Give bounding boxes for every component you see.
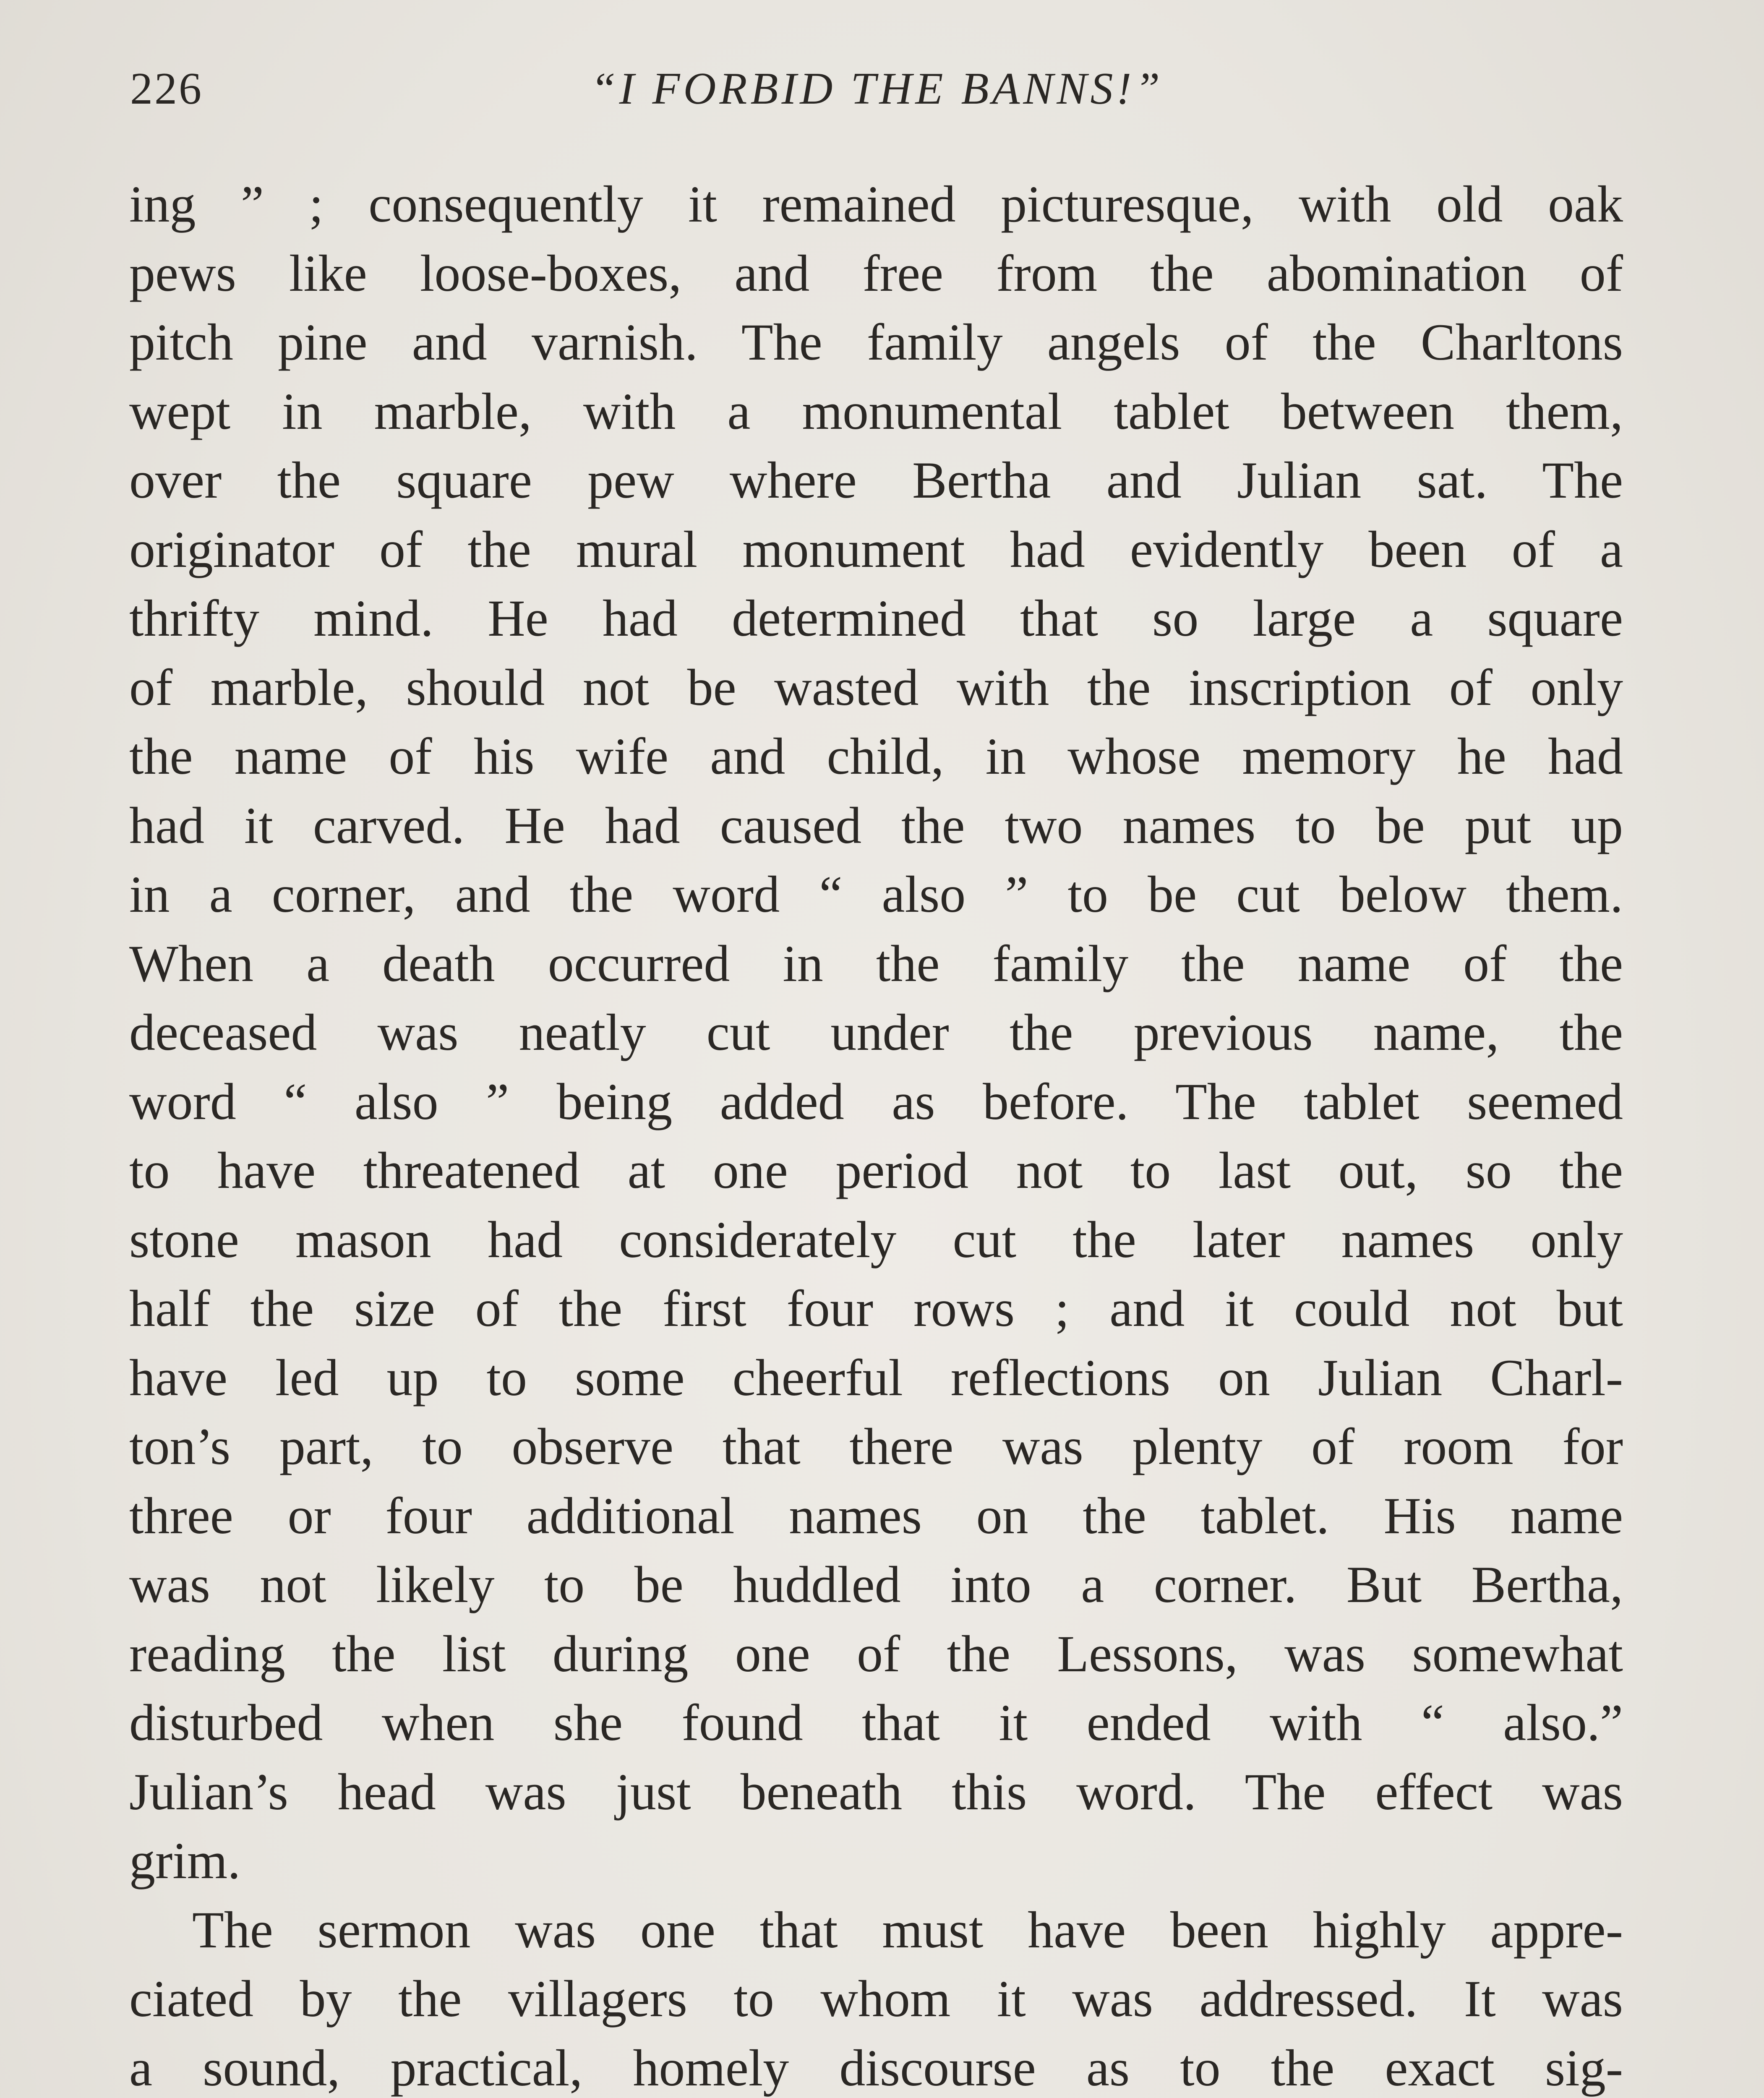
text-line: ing ” ; consequently it remained picturesque, with old oak (129, 175, 1623, 233)
text-line: The sermon was one that must have been highly appre- (192, 1901, 1623, 1959)
page-number: 226 (130, 64, 203, 114)
text-line: three or four additional names on the tablet. His name (129, 1487, 1623, 1545)
text-line: of marble, should not be wasted with the inscription of only (129, 658, 1623, 716)
text-line: disturbed when she found that it ended with “ also.” (129, 1694, 1623, 1751)
text-line: reading the list during one of the Lessons, was somewhat (129, 1625, 1623, 1683)
text-line: stone mason had considerately cut the later names only (129, 1211, 1623, 1268)
text-line: to have threatened at one period not to last out, so the (129, 1142, 1623, 1199)
text-line: deceased was neatly cut under the previous name, the (129, 1004, 1623, 1061)
text-line: in a corner, and the word “ also ” to be cut below them. (129, 866, 1623, 923)
text-line: a sound, practical, homely discourse as to the exact sig- (129, 2039, 1623, 2097)
text-line: ciated by the villagers to whom it was addressed. It was (129, 1970, 1623, 2028)
text-line: over the square pew where Bertha and Julian sat. The (129, 451, 1623, 509)
text-line: the name of his wife and child, in whose memory he had (129, 728, 1623, 785)
page-header (130, 63, 1624, 130)
text-line: have led up to some cheerful reflections on Julian Charl- (129, 1349, 1623, 1406)
text-line: grim. (129, 1832, 241, 1889)
text-line: pews like loose-boxes, and free from the abomination of (129, 244, 1623, 302)
text-line: had it carved. He had caused the two names to be put up (129, 796, 1623, 854)
text-line: pitch pine and varnish. The family angels of the Charltons (129, 313, 1623, 371)
text-line: word “ also ” being added as before. The tablet seemed (129, 1072, 1623, 1130)
text-line: half the size of the first four rows ; and it could not but (129, 1280, 1623, 1337)
text-line: was not likely to be huddled into a corner. But Bertha, (129, 1556, 1623, 1613)
text-line: Julian’s head was just beneath this word. The effect was (129, 1763, 1623, 1821)
text-line: wept in marble, with a monumental tablet between them, (129, 382, 1623, 440)
body-text (129, 170, 1623, 2098)
text-line: originator of the mural monument had evidently been of a (129, 520, 1623, 578)
text-line: ton’s part, to observe that there was plenty of room for (129, 1418, 1623, 1475)
text-line: When a death occurred in the family the name of the (129, 934, 1623, 992)
text-line: thrifty mind. He had determined that so large a square (129, 590, 1623, 647)
running-title: “I FORBID THE BANNS!” (590, 64, 1164, 114)
